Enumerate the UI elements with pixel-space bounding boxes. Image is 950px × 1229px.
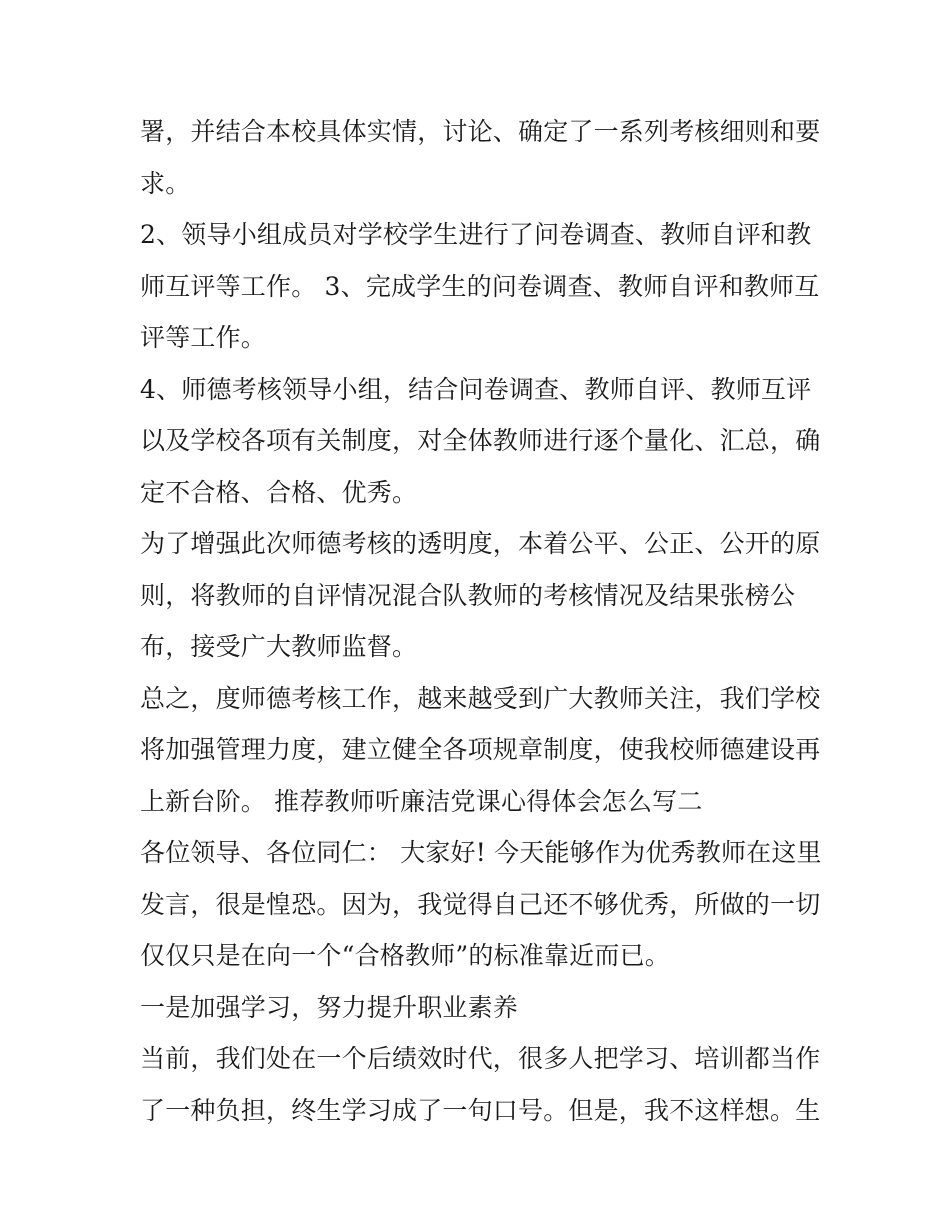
text-line: 署，并结合本校具体实情，讨论、确定了一系列考核细则和要	[140, 117, 821, 146]
text-line: 则，将教师的自评情况混合队教师的考核情况及结果张榜公	[140, 580, 796, 610]
text-line: 4、师德考核领导小组，结合问卷调查、教师自评、教师互评	[140, 374, 812, 404]
text-line: 当前，我们处在一个后绩效时代，很多人把学习、培训都当作	[140, 1044, 821, 1073]
text-line: 将加强管理力度，建立健全各项规章制度，使我校师德建设再	[140, 735, 821, 764]
body-text	[140, 106, 820, 1136]
text-line: 一是加强学习，努力提升职业素养	[140, 992, 519, 1022]
text-line: 各位领导、各位同仁： 大家好! 今天能够作为优秀教师在这里	[140, 838, 822, 867]
text-line: 总之，度师德考核工作，越来越受到广大教师关注，我们学校	[140, 683, 821, 713]
text-line: 以及学校各项有关制度，对全体教师进行逐个量化、汇总，确	[140, 426, 821, 455]
text-line: 定不合格、合格、优秀。	[140, 477, 418, 507]
text-line: 上新台阶。 推荐教师听廉洁党课心得体会怎么写二	[140, 786, 703, 816]
text-line: 求。	[140, 168, 191, 198]
text-line: 2、领导小组成员对学校学生进行了问卷调查、教师自评和教	[140, 220, 812, 249]
text-line: 仅仅只是在向一个“合格教师”的标准靠近而已。	[140, 941, 670, 970]
text-line: 发言，很是惶恐。因为，我觉得自己还不够优秀，所做的一切	[140, 889, 821, 919]
text-line: 了一种负担，终生学习成了一句口号。但是，我不这样想。生	[140, 1095, 821, 1125]
text-line: 为了增强此次师德考核的透明度，本着公平、公正、公开的原	[140, 529, 821, 558]
text-line: 布，接受广大教师监督。	[140, 632, 418, 661]
text-line: 师互评等工作。 3、完成学生的问卷调查、教师自评和教师互	[140, 271, 820, 301]
text-line: 评等工作。	[140, 323, 267, 352]
